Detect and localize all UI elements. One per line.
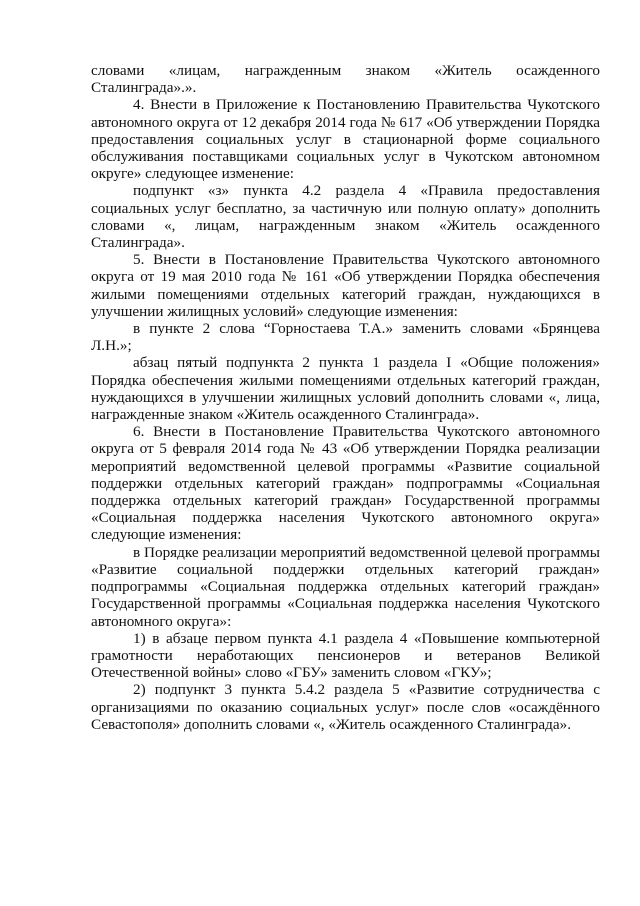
paragraph-item-6: 6. Внести в Постановление Правительства Чукотского автономного округа от 5 февраля 2014 года № 43 «Об утверждении Порядка реализации мероприятий ведомственной целевой программы «Развитие социальной поддержки отдельных категорий граждан» подпрограммы «Социальная поддержка отдельных категорий граждан» Государственной программы «Социальная поддержка населения Чукотского автономного округа» следующие изменения: — [91, 423, 600, 544]
paragraph-item-6-intro: в Порядке реализации мероприятий ведомственной целевой программы «Развитие социальной поддержки отдельных категорий граждан» подпрограммы «Социальная поддержка отдельных категорий граждан» Государственной программы «Социальная поддержка населения Чукотского автономного округа»: — [91, 543, 600, 630]
paragraph-item-5: 5. Внести в Постановление Правительства Чукотского автономного округа от 19 мая 2010 года № 161 «Об утверждении Порядка обеспечения жилыми помещениями отдельных категорий граждан, нуждающихся в улучшении жилищных условий» следующие изменения: — [91, 251, 600, 320]
paragraph-item-4: 4. Внести в Приложение к Постановлению Правительства Чукотского автономного округа от 12 декабря 2014 года № 617 «Об утверждении Порядка предоставления социальных услуг в стационарной форме социального обслуживания поставщиками социальных услуг в Чукотском автономном округе» следующее изменение: — [91, 96, 600, 183]
paragraph-item-5-change-2: абзац пятый подпункта 2 пункта 1 раздела I «Общие положения» Порядка обеспечения жилыми помещениями отдельных категорий граждан, нуждающихся в улучшении жилищных условий дополнить словами «, лица, награжденные знаком «Житель осажденного Сталинграда». — [91, 354, 600, 424]
paragraph-item-6-change-2: 2) подпункт 3 пункта 5.4.2 раздела 5 «Развитие сотрудничества с организациями по оказанию социальных услуг» после слов «осаждённого Севастополя» дополнить словами «, «Житель осажденного Сталинграда». — [91, 681, 600, 733]
paragraph-continuation: словами «лицам, награжденным знаком «Житель осажденного Сталинграда».». — [91, 62, 600, 97]
paragraph-item-4-change: подпункт «з» пункта 4.2 раздела 4 «Правила предоставления социальных услуг бесплатно, за частичную или полную оплату» дополнить словами «, лицам, награжденным знаком «Житель осажденного Сталинграда». — [91, 182, 600, 252]
paragraph-item-6-change-1: 1) в абзаце первом пункта 4.1 раздела 4 «Повышение компьютерной грамотности неработающих пенсионеров и ветеранов Великой Отечественной войны» слово «ГБУ» заменить словом «ГКУ»; — [91, 629, 600, 682]
paragraph-item-5-change-1: в пункте 2 слова “Горностаева Т.А.» заменить словами «Брянцева Л.Н.»; — [91, 320, 600, 355]
document-body — [91, 62, 600, 733]
